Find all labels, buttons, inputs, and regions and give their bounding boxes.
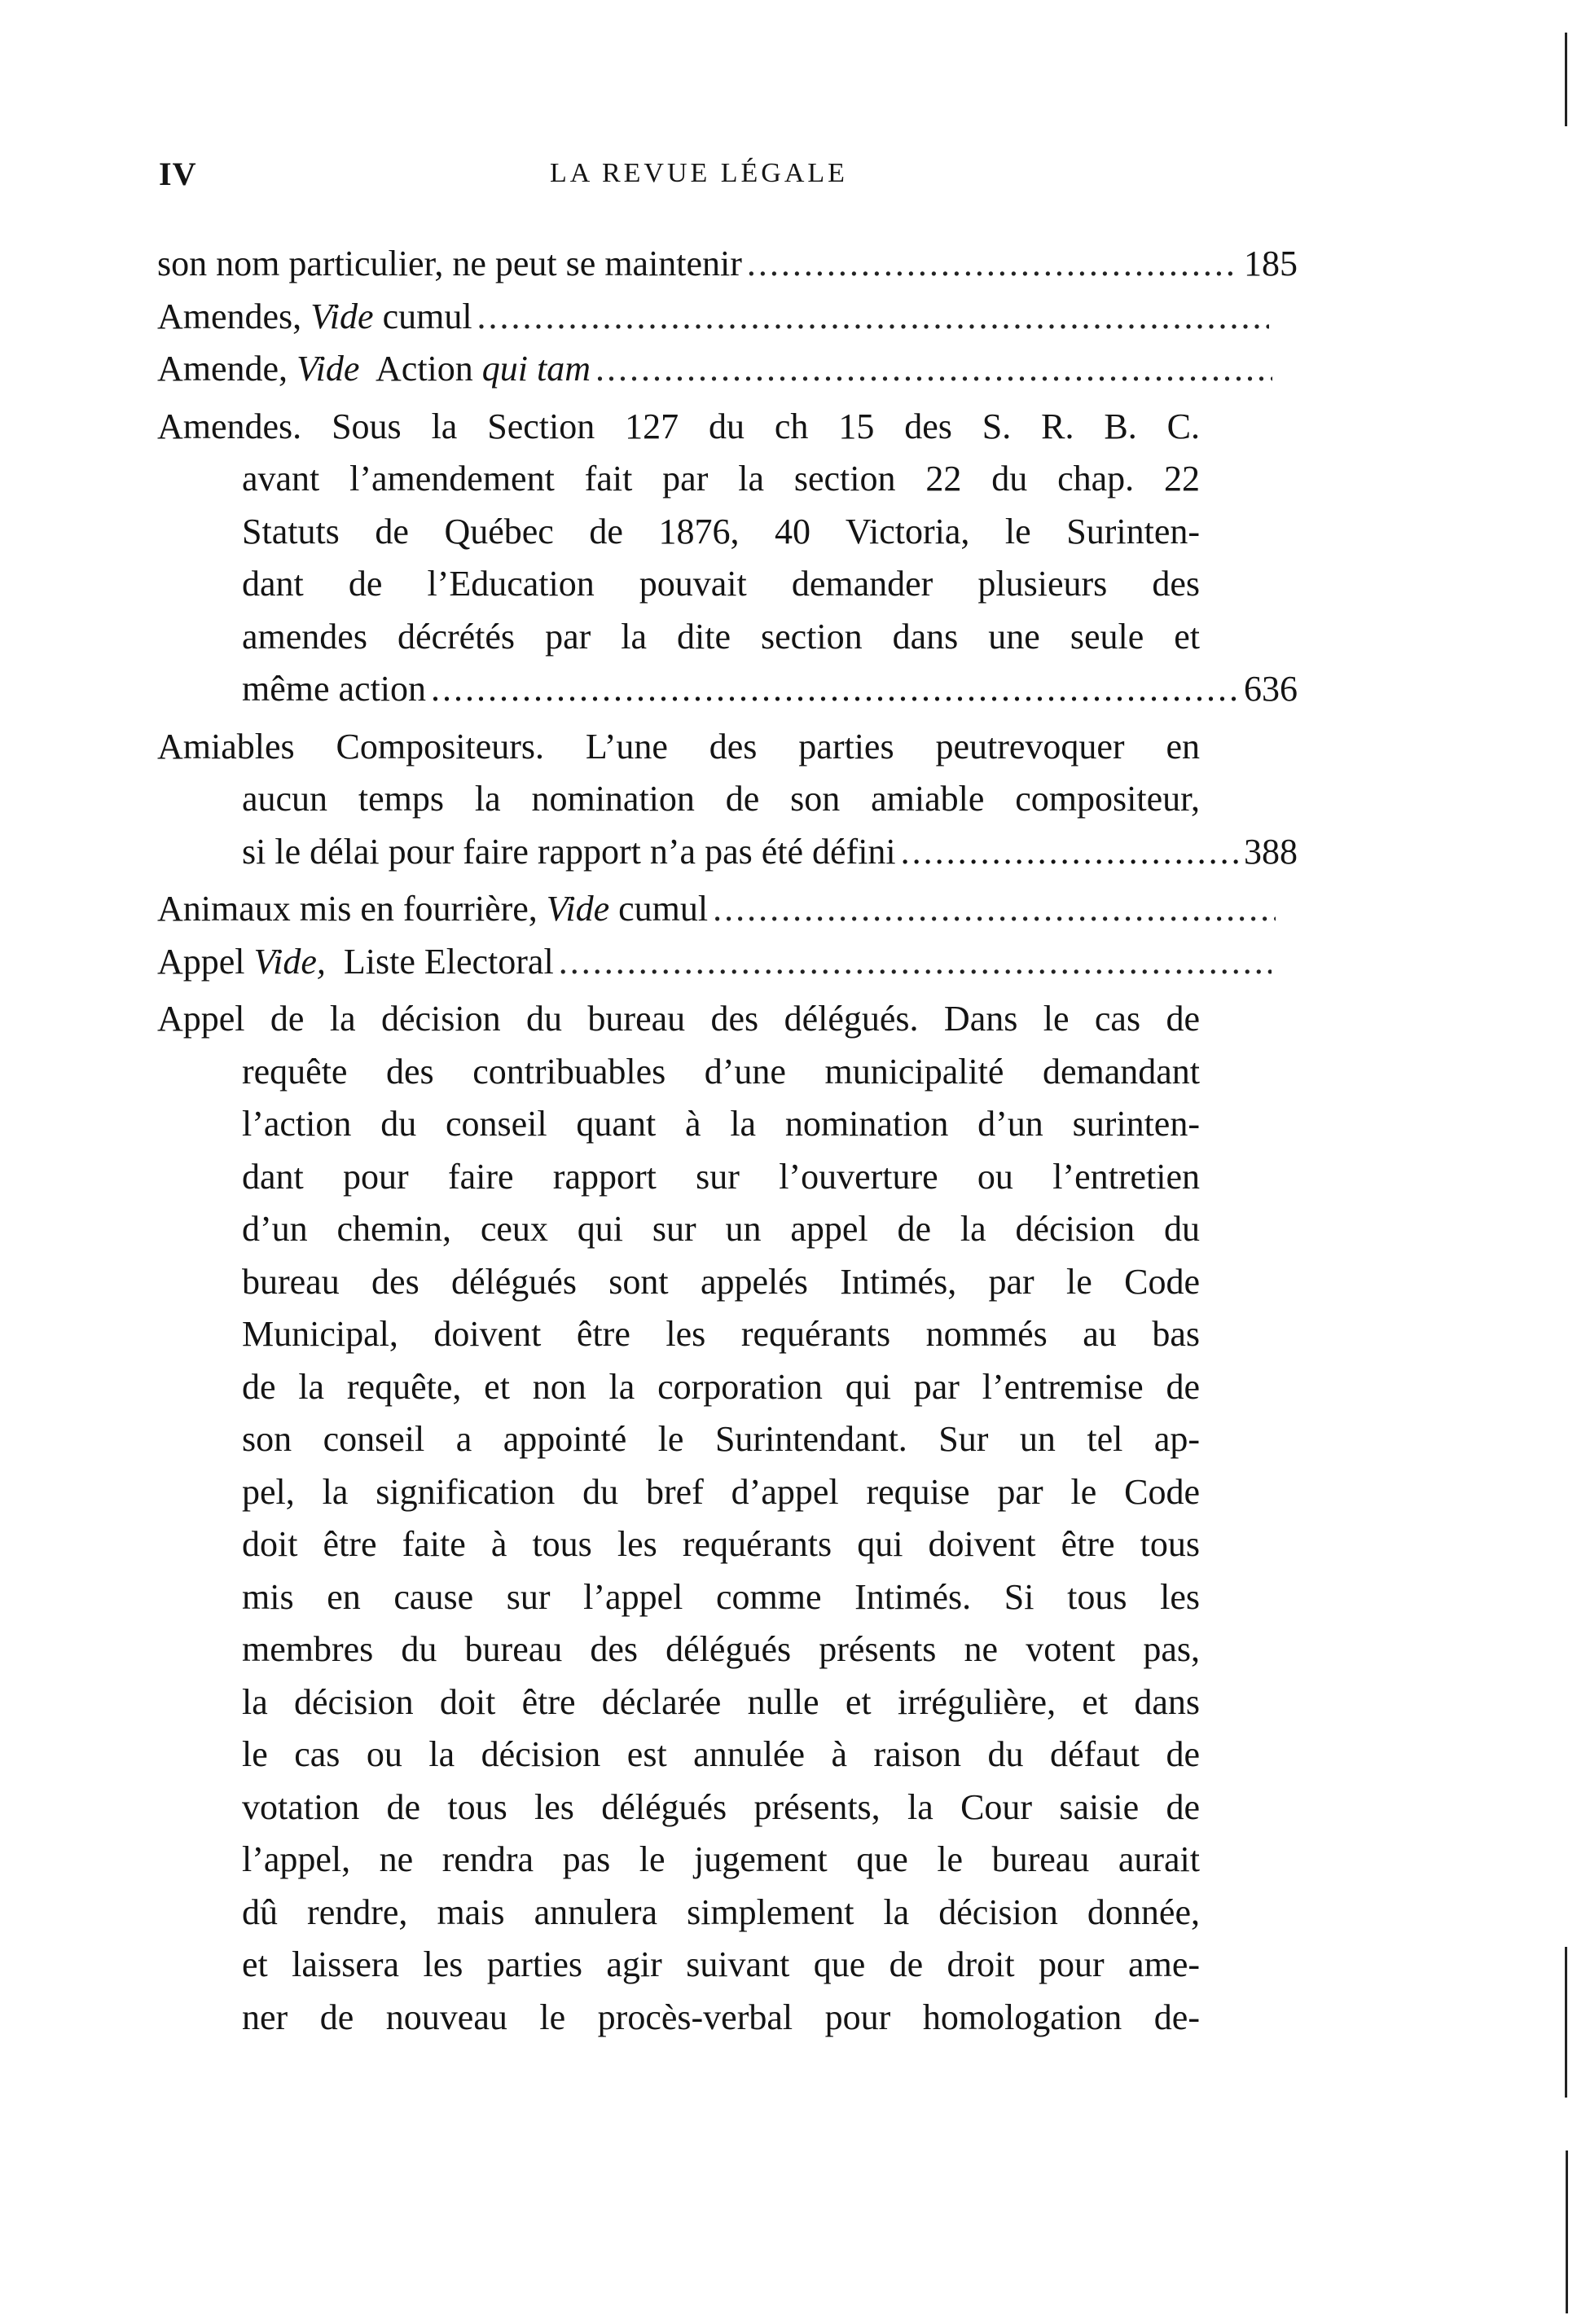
page-number: IV — [159, 156, 197, 192]
entry-line: l’appel, ne rendra pas le jugement que le bureau aurait — [242, 1839, 1200, 1879]
entry-line: bureau des délégués sont appelés Intimés, par le Code — [242, 1261, 1200, 1302]
dot-leader — [901, 826, 1239, 879]
dot-leader — [559, 936, 1272, 989]
entry-line: si le délai pour faire rapport n’a pas été défini — [242, 831, 896, 872]
entry-cross-ref-italic: qui tam — [481, 349, 591, 389]
dot-leader — [713, 883, 1276, 936]
running-title: LA REVUE LÉGALE — [550, 158, 848, 188]
entry-line: Statuts de Québec de 1876, 40 Victoria, le Surinten- — [242, 511, 1200, 551]
entry-line: d’un chemin, ceux qui sur un appel de la décision du — [242, 1209, 1200, 1249]
entry-line: requête des contribuables d’une municipalité demandant — [242, 1051, 1200, 1092]
entry-cross-ref-target: Action — [376, 349, 473, 389]
index-entry — [157, 291, 1298, 344]
entry-line: la décision doit être déclarée nulle et irrégulière, et dans — [242, 1681, 1200, 1722]
dot-leader — [477, 291, 1269, 344]
entry-cross-ref-vide: Vide — [310, 296, 374, 336]
index-entry — [157, 343, 1298, 396]
entry-line: mis en cause sur l’appel comme Intimés. Si tous les — [242, 1576, 1200, 1617]
entry-line: avant l’amendement fait par la section 22 du chap. 22 — [242, 459, 1200, 499]
scan-edge-mark — [1565, 33, 1567, 126]
entry-cross-ref-target: Liste Electoral — [343, 941, 554, 982]
entry-line: dant pour faire rapport sur l’ouverture ou l’entretien — [242, 1156, 1200, 1197]
entry-line: le cas ou la décision est annulée à raison du défaut de — [242, 1734, 1200, 1774]
entry-line: pel, la signification du bref d’appel requise par le Code — [242, 1471, 1200, 1512]
entry-line: ner de nouveau le procès-verbal pour homologation de- — [242, 1997, 1200, 2037]
entry-line: Municipal, doivent être les requérants nommés au bas — [242, 1314, 1200, 1354]
dot-leader — [595, 343, 1272, 396]
index-entry — [157, 883, 1298, 936]
entry-line: dant de l’Education pouvait demander plusieurs des — [242, 564, 1200, 604]
entry-page-ref: 636 — [1244, 669, 1298, 709]
entry-line: son conseil a appointé le Surintendant. Sur un tel ap- — [242, 1419, 1200, 1459]
entry-line: de la requête, et non la corporation qui par l’entremise de — [242, 1366, 1200, 1407]
dot-leader — [431, 663, 1239, 716]
entry-heading: Appel — [157, 941, 245, 982]
entry-cross-ref-target: cumul — [382, 296, 472, 336]
entry-line: aucun temps la nomination de son amiable compositeur, — [242, 779, 1200, 819]
entry-cross-ref-vide: Vide — [297, 349, 360, 389]
dot-leader — [747, 238, 1239, 291]
scan-edge-mark — [1566, 2150, 1568, 2313]
index-entry — [157, 721, 1298, 879]
entry-line: amendes décrétés par la dite section dans une seule et — [242, 616, 1200, 657]
entry-cross-ref-target: cumul — [618, 889, 709, 929]
entry-cross-ref-vide: Vide, — [253, 941, 326, 982]
entry-heading: Amendes, — [157, 296, 302, 336]
entry-heading: Amende, — [157, 349, 288, 389]
index-entry — [157, 401, 1298, 716]
index-entry — [157, 238, 1298, 291]
entry-cross-ref-vide: Vide — [546, 889, 610, 929]
entry-line: Amiables Compositeurs. L’une des parties peutrevoquer en — [157, 726, 1200, 767]
entry-line: l’action du conseil quant à la nomination d’un surinten- — [242, 1104, 1200, 1144]
entry-page-ref: 185 — [1244, 244, 1298, 283]
scan-edge-mark — [1565, 1947, 1567, 2098]
index-entry — [157, 993, 1298, 2044]
entry-line: doit être faite à tous les requérants qui doivent être tous — [242, 1524, 1200, 1564]
entry-heading: Animaux mis en fourrière, — [157, 889, 538, 929]
entry-line: Appel de la décision du bureau des délégués. Dans le cas de — [157, 999, 1200, 1039]
entry-page-ref: 388 — [1244, 831, 1298, 872]
entry-line: dû rendre, mais annulera simplement la décision donnée, — [242, 1891, 1200, 1932]
entry-line: et laissera les parties agir suivant que de droit pour ame- — [242, 1944, 1200, 1984]
index-entry — [157, 936, 1298, 989]
entry-line: même action — [242, 669, 427, 709]
entry-text: son nom particulier, ne peut se maintenir — [157, 244, 742, 283]
index-content — [157, 238, 1298, 2047]
entry-line: Amendes. Sous la Section 127 du ch 15 des S. R. B. C. — [157, 406, 1200, 446]
entry-line: votation de tous les délégués présents, la Cour saisie de — [242, 1786, 1200, 1827]
entry-line: membres du bureau des délégués présents ne votent pas, — [242, 1629, 1200, 1669]
page-header — [159, 155, 1299, 204]
